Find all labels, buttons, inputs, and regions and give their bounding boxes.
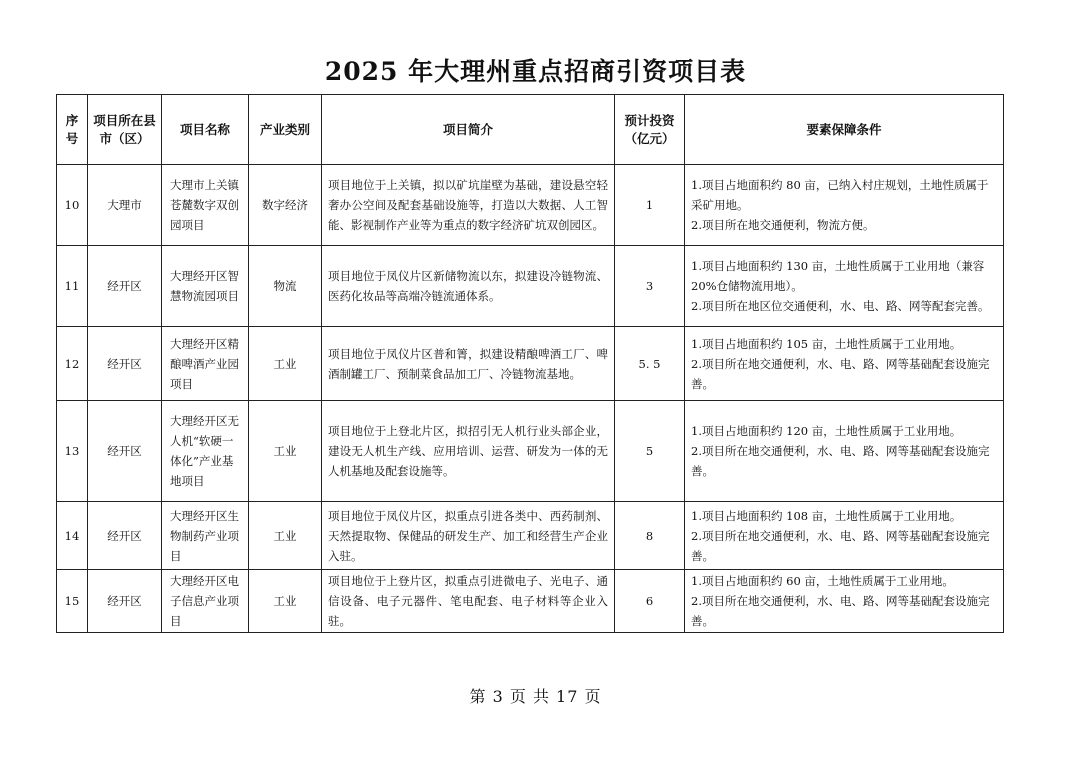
cell-name: 大理市上关镇苍麓数字双创园项目 xyxy=(162,165,249,246)
header-county: 项目所在县市（区） xyxy=(88,95,162,165)
cell-investment: 5 xyxy=(615,401,685,502)
cell-conditions xyxy=(685,246,1004,327)
condition-line: 1.项目占地面积约 120 亩，土地性质属于工业用地。 xyxy=(691,424,962,438)
cell-industry: 工业 xyxy=(249,401,322,502)
table-row xyxy=(57,570,1004,633)
condition-line: 2.项目所在地区位交通便利，水、电、路、网等配套完善。 xyxy=(691,299,990,313)
table-row xyxy=(57,401,1004,502)
cell-intro: 项目地位于凤仪片区新储物流以东，拟建设冷链物流、医药化妆品等高端冷链流通体系。 xyxy=(322,246,615,327)
condition-line: 1.项目占地面积约 108 亩，土地性质属于工业用地。 xyxy=(691,508,962,523)
cell-seq: 11 xyxy=(57,246,88,327)
cell-county: 经开区 xyxy=(88,570,162,633)
table-row xyxy=(57,327,1004,401)
cell-investment: 5. 5 xyxy=(615,327,685,401)
cell-name: 大理经开区无人机“软硬一体化”产业基地项目 xyxy=(162,401,249,502)
cell-investment: 1 xyxy=(615,165,685,246)
cell-name: 大理经开区电子信息产业项目 xyxy=(162,570,249,633)
cell-county: 经开区 xyxy=(88,327,162,401)
project-table xyxy=(56,94,1004,633)
cell-conditions xyxy=(685,401,1004,502)
cell-name: 大理经开区精酿啤酒产业园项目 xyxy=(162,327,249,401)
table-row xyxy=(57,165,1004,246)
cell-industry: 工业 xyxy=(249,502,322,570)
condition-line: 2.项目所在地交通便利，水、电、路、网等基础配套设施完善。 xyxy=(691,356,990,391)
table-header-row xyxy=(57,95,1004,165)
cell-investment: 8 xyxy=(615,502,685,570)
header-industry: 产业类别 xyxy=(249,95,322,165)
cell-intro: 项目地位于凤仪片区，拟重点引进各类中、西药制剂、天然提取物、保健品的研发生产、加工和经营生产企业入驻。 xyxy=(322,502,615,570)
page-number: 第 3 页 共 17 页 xyxy=(469,687,602,706)
condition-line: 2.项目所在地交通便利，水、电、路、网等基础配套设施完善。 xyxy=(691,528,990,563)
cell-seq: 12 xyxy=(57,327,88,401)
header-intro: 项目简介 xyxy=(322,95,615,165)
cell-industry: 工业 xyxy=(249,327,322,401)
condition-line: 1.项目占地面积约 105 亩，土地性质属于工业用地。 xyxy=(691,336,962,351)
condition-line: 2.项目所在地交通便利，物流方便。 xyxy=(691,218,875,232)
header-seq: 序号 xyxy=(57,95,88,165)
cell-seq: 15 xyxy=(57,570,88,633)
cell-industry: 工业 xyxy=(249,570,322,633)
header-conditions: 要素保障条件 xyxy=(685,95,1004,165)
cell-county: 经开区 xyxy=(88,502,162,570)
cell-seq: 13 xyxy=(57,401,88,502)
cell-intro: 项目地位于凤仪片区普和箐，拟建设精酿啤酒工厂、啤酒制罐工厂、预制菜食品加工厂、冷链物流基地。 xyxy=(322,327,615,401)
cell-name: 大理经开区生物制药产业项目 xyxy=(162,502,249,570)
condition-line: 2.项目所在地交通便利，水、电、路、网等基础配套设施完善。 xyxy=(691,444,990,478)
condition-line: 1.项目占地面积约 130 亩，土地性质属于工业用地（兼容 20%仓储物流用地）。 xyxy=(691,259,985,293)
cell-industry: 物流 xyxy=(249,246,322,327)
cell-conditions xyxy=(685,570,1004,633)
cell-intro: 项目地位于上关镇，拟以矿坑崖壁为基础，建设悬空轻奢办公空间及配套基础设施等，打造以大数据、人工智能、影视制作产业等为重点的数字经济矿坑双创园区。 xyxy=(322,165,615,246)
cell-county: 大理市 xyxy=(88,165,162,246)
condition-line: 1.项目占地面积约 60 亩，土地性质属于工业用地。 xyxy=(691,574,954,588)
cell-seq: 10 xyxy=(57,165,88,246)
cell-conditions xyxy=(685,165,1004,246)
cell-seq: 14 xyxy=(57,502,88,570)
cell-investment: 3 xyxy=(615,246,685,327)
header-name: 项目名称 xyxy=(162,95,249,165)
condition-line: 1.项目占地面积约 80 亩，已纳入村庄规划，土地性质属于采矿用地。 xyxy=(691,178,989,212)
cell-name: 大理经开区智慧物流园项目 xyxy=(162,246,249,327)
table-row xyxy=(57,246,1004,327)
cell-industry: 数字经济 xyxy=(249,165,322,246)
cell-intro: 项目地位于上登片区，拟重点引进微电子、光电子、通信设备、电子元器件、笔电配套、电子材料等企业入驻。 xyxy=(322,570,615,633)
cell-intro: 项目地位于上登北片区，拟招引无人机行业头部企业，建设无人机生产线、应用培训、运营、研发为一体的无人机基地及配套设施等。 xyxy=(322,401,615,502)
header-investment: 预计投资（亿元） xyxy=(615,95,685,165)
cell-conditions xyxy=(685,502,1004,570)
cell-county: 经开区 xyxy=(88,246,162,327)
cell-county: 经开区 xyxy=(88,401,162,502)
table-row xyxy=(57,502,1004,570)
page-title: 2025 年大理州重点招商引资项目表 xyxy=(324,57,747,86)
cell-conditions xyxy=(685,327,1004,401)
condition-line: 2.项目所在地交通便利，水、电、路、网等基础配套设施完善。 xyxy=(691,594,990,628)
cell-investment: 6 xyxy=(615,570,685,633)
